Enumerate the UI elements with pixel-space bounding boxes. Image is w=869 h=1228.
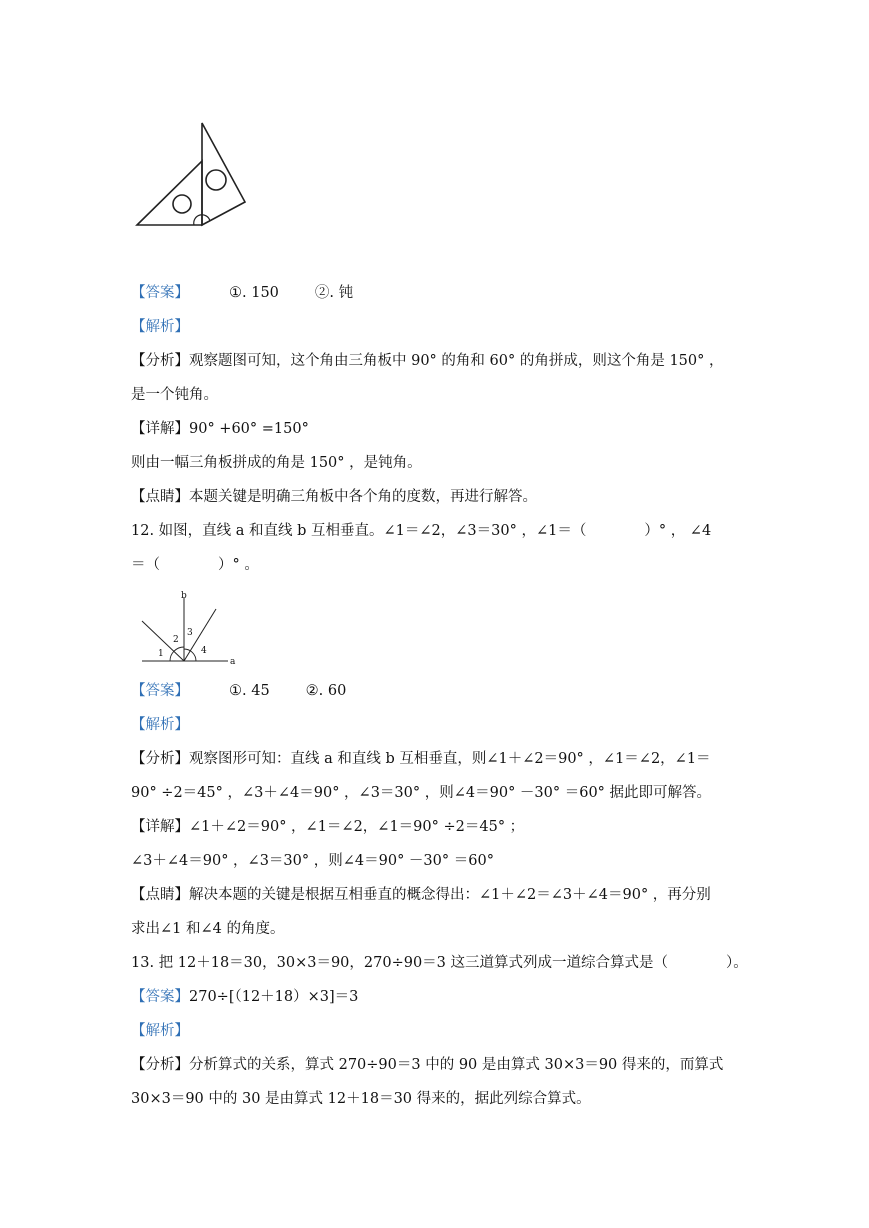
label-2: 2 bbox=[173, 635, 179, 645]
answer-1: ①. 45 bbox=[229, 683, 270, 699]
q12-dianjing-line2: 求出∠1 和∠4 的角度。 bbox=[131, 921, 285, 937]
fenxi-tag: 【分析】 bbox=[131, 1057, 189, 1073]
dianjing-tag: 【点睛】 bbox=[131, 887, 189, 903]
q12-answer bbox=[131, 681, 346, 701]
q12-question-line1: 12. 如图，直线 a 和直线 b 互相垂直。∠1＝∠2，∠3＝30° ，∠1＝（ ）° ， ∠4 bbox=[131, 523, 712, 539]
q11-xiangjie bbox=[131, 419, 309, 439]
xiangjie-tag: 【详解】 bbox=[131, 819, 189, 835]
q13-question: 13. 把 12＋18＝30，30×3＝90，270÷90＝3 这三道算式列成一道综合算式是（ ）。 bbox=[131, 955, 748, 971]
dianjing-text: 本题关键是明确三角板中各个角的度数，再进行解答。 bbox=[189, 489, 537, 505]
xiangjie-tag: 【详解】 bbox=[131, 421, 189, 437]
q11-xiangjie-line2: 则由一幅三角板拼成的角是 150° ，是钝角。 bbox=[131, 455, 422, 471]
q12-fenxi bbox=[131, 749, 711, 769]
q12-fenxi-line2: 90° ÷2＝45° ，∠3＋∠4＝90° ，∠3＝30° ，则∠4＝90° －30° ＝60° 据此即可解答。 bbox=[131, 785, 712, 801]
answer-2: ②. 60 bbox=[305, 683, 347, 699]
triangle-ruler-45 bbox=[137, 161, 202, 225]
answer-2: ②. 钝 bbox=[314, 285, 354, 301]
label-3: 3 bbox=[187, 628, 193, 638]
answer-tag: 【答案】 bbox=[131, 989, 189, 1005]
q13-answer bbox=[131, 987, 358, 1007]
q11-fenxi bbox=[131, 351, 723, 371]
q12-question-line2: ＝（ ）° 。 bbox=[131, 557, 259, 573]
q12-dianjing bbox=[131, 885, 711, 905]
label-a: a bbox=[230, 657, 236, 667]
fenxi-text: 观察图形可知：直线 a 和直线 b 互相垂直，则∠1＋∠2＝90° ，∠1＝∠2，∠1＝ bbox=[189, 751, 711, 767]
angle-arc-right bbox=[184, 649, 196, 661]
q12-xiangjie bbox=[131, 817, 524, 837]
q13-fenxi-line2: 30×3＝90 中的 30 是由算式 12＋18＝30 得来的，据此列综合算式。 bbox=[131, 1091, 591, 1107]
fenxi-text: 分析算式的关系，算式 270÷90＝3 中的 90 是由算式 30×3＝90 得来的，而算式 bbox=[189, 1057, 724, 1073]
xiangjie-text: ∠1＋∠2＝90° ，∠1＝∠2，∠1＝90° ÷2＝45° ； bbox=[189, 819, 525, 835]
perpendicular-lines-figure bbox=[140, 588, 240, 670]
q12-jiexi-tag: 【解析】 bbox=[131, 717, 189, 733]
answer-1: ①. 150 bbox=[229, 285, 279, 301]
triangle-rulers-figure bbox=[130, 118, 255, 233]
answer-text: 270÷[（12＋18）×3]＝3 bbox=[189, 989, 359, 1005]
label-b: b bbox=[181, 591, 187, 601]
q11-answer bbox=[131, 283, 353, 303]
xiangjie-text: 90° +60° =150° bbox=[189, 421, 309, 437]
ruler-hole-left bbox=[173, 195, 191, 213]
q13-fenxi bbox=[131, 1055, 723, 1075]
dianjing-text: 解决本题的关键是根据互相垂直的概念得出：∠1＋∠2＝∠3＋∠4＝90° ，再分别 bbox=[189, 887, 711, 903]
q11-jiexi-tag: 【解析】 bbox=[131, 319, 189, 335]
dianjing-tag: 【点睛】 bbox=[131, 489, 189, 505]
q11-fenxi-line2: 是一个钝角。 bbox=[131, 387, 218, 403]
label-4: 4 bbox=[201, 646, 207, 656]
fenxi-tag: 【分析】 bbox=[131, 353, 189, 369]
answer-tag: 【答案】 bbox=[131, 285, 189, 301]
answer-tag: 【答案】 bbox=[131, 683, 189, 699]
q13-jiexi-tag: 【解析】 bbox=[131, 1023, 189, 1039]
fenxi-tag: 【分析】 bbox=[131, 751, 189, 767]
q11-dianjing bbox=[131, 487, 537, 507]
q12-xiangjie-line2: ∠3＋∠4＝90° ，∠3＝30° ，则∠4＝90° －30° ＝60° bbox=[131, 853, 494, 869]
ruler-hole-right bbox=[206, 170, 226, 190]
label-1: 1 bbox=[158, 649, 164, 659]
fenxi-text: 观察题图可知，这个角由三角板中 90° 的角和 60° 的角拼成，则这个角是 150° ， bbox=[189, 353, 724, 369]
